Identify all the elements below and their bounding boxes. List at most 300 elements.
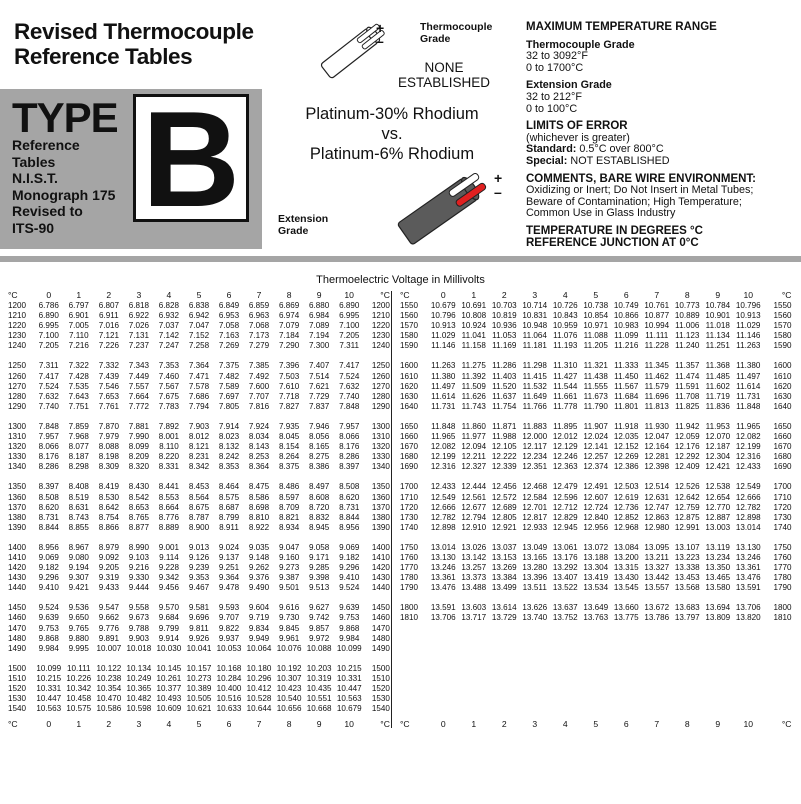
voltage-cell: 9.742 (309, 613, 330, 623)
voltage-cell: 12.105 (491, 442, 517, 452)
tc-grade-value (392, 60, 496, 90)
temperature-cell: 1810 (773, 613, 792, 623)
voltage-cell: 9.410 (339, 573, 360, 583)
tc-grade-label (420, 22, 492, 45)
voltage-cell: 13.280 (522, 563, 548, 573)
voltage-cell: 6.942 (188, 311, 210, 321)
column-footer: °C (8, 719, 18, 730)
temperature-cell: 1690 (400, 462, 419, 472)
voltage-cell: 13.188 (583, 552, 609, 562)
voltage-cell: 12.129 (552, 442, 578, 452)
temperature-cell: 1510 (8, 673, 27, 683)
voltage-cell: 8.220 (158, 452, 180, 462)
table-row (400, 301, 792, 311)
voltage-cell: 10.412 (246, 684, 272, 693)
comments-line: Common Use in Glass Industry (526, 207, 676, 220)
voltage-cell: 11.438 (583, 371, 608, 381)
temperature-cell: 1660 (773, 432, 792, 442)
voltage-cell: 9.799 (158, 623, 180, 633)
voltage-cell: 13.327 (644, 563, 670, 573)
voltage-cell: 7.258 (188, 341, 210, 351)
voltage-cell: 8.844 (339, 512, 360, 522)
voltage-cell: 12.898 (430, 522, 456, 532)
column-header: 4 (166, 290, 172, 300)
temperature-cell: 1380 (8, 512, 27, 522)
temperature-unit: TEMPERATURE IN DEGREES °C (526, 224, 703, 237)
temperature-cell: 1270 (8, 381, 27, 391)
voltage-cell: 13.396 (522, 573, 548, 583)
voltage-cell: 8.911 (219, 522, 239, 532)
voltage-cell: 7.837 (309, 401, 330, 411)
voltage-cell: 11.064 (522, 331, 547, 341)
voltage-cell: 8.375 (278, 462, 300, 472)
voltage-cell: 6.901 (68, 311, 89, 321)
voltage-cell: 10.088 (306, 643, 332, 653)
voltage-cell: 10.901 (705, 311, 731, 321)
voltage-cell: 9.216 (128, 563, 149, 573)
temperature-cell: 1390 (8, 522, 27, 532)
temperature-cell: 1320 (8, 442, 27, 452)
voltage-cell: 7.428 (68, 371, 89, 381)
table-caption: Thermoelectric Voltage in Millivolts (316, 274, 485, 286)
comments-line: Oxidizing or Inert; Do Not Insert in Metal Tubes; (526, 184, 754, 197)
alloy-versus: vs. (381, 125, 403, 143)
voltage-cell: 7.417 (38, 371, 59, 381)
column-footer: 2 (501, 719, 507, 730)
table-row (8, 664, 390, 674)
column-footer: 8 (684, 719, 690, 730)
voltage-cell: 8.275 (309, 452, 330, 462)
voltage-cell: 10.377 (156, 684, 182, 693)
voltage-cell: 9.765 (68, 623, 89, 633)
voltage-cell: 12.572 (491, 492, 517, 502)
voltage-cell: 8.176 (38, 452, 59, 462)
voltage-cell: 7.935 (278, 421, 300, 431)
voltage-cell: 11.942 (675, 421, 700, 431)
voltage-cell: 12.852 (613, 512, 639, 522)
temperature-cell: 1510 (371, 673, 390, 683)
voltage-cell: 13.626 (522, 603, 548, 613)
voltage-cell: 11.450 (614, 371, 639, 381)
voltage-cell: 12.012 (552, 432, 578, 442)
temperature-cell: 1520 (371, 684, 390, 693)
voltage-cell: 12.468 (522, 482, 548, 492)
temperature-cell: 1290 (8, 401, 27, 411)
reference-junction: REFERENCE JUNCTION AT 0°C (526, 236, 699, 249)
voltage-cell: 12.910 (461, 522, 487, 532)
voltage-cell: 13.315 (613, 563, 639, 573)
voltage-cell: 7.364 (188, 361, 210, 371)
voltage-cell: 7.037 (158, 321, 180, 331)
column-footer: °C (380, 719, 390, 730)
column-footer: 0 (440, 719, 446, 730)
voltage-cell: 8.765 (128, 512, 149, 522)
column-footer: 4 (562, 719, 568, 730)
voltage-cell: 6.963 (248, 311, 270, 321)
voltage-cell: 7.343 (128, 361, 149, 371)
voltage-cell: 12.933 (522, 522, 548, 532)
voltage-cell: 10.307 (276, 673, 302, 683)
voltage-cell: 7.535 (68, 381, 89, 391)
reference-info (12, 137, 132, 236)
temperature-cell: 1240 (371, 341, 390, 351)
table-row (8, 482, 390, 492)
temperature-cell: 1490 (371, 643, 390, 653)
voltage-cell: 11.403 (492, 371, 517, 381)
voltage-cell: 7.503 (278, 371, 300, 381)
voltage-cell: 11.696 (644, 391, 669, 401)
voltage-cell: 8.286 (38, 462, 59, 472)
reference-line: Monograph 175 (12, 186, 116, 203)
voltage-cell: 11.871 (492, 421, 517, 431)
voltage-cell: 10.482 (126, 694, 152, 704)
voltage-cell: 11.298 (522, 361, 547, 371)
voltage-cell: 12.024 (583, 432, 609, 442)
column-header: 7 (654, 290, 660, 300)
voltage-cell: 10.679 (430, 301, 456, 310)
temperature-cell: 1720 (773, 502, 792, 512)
voltage-cell: 8.597 (278, 492, 300, 502)
voltage-cell: 7.643 (68, 391, 89, 401)
voltage-cell: 9.868 (38, 633, 59, 643)
voltage-cell: 11.591 (675, 381, 700, 391)
voltage-cell: 13.499 (491, 583, 517, 593)
voltage-cell: 8.298 (68, 462, 89, 472)
voltage-cell: 9.160 (278, 552, 300, 562)
voltage-cell: 10.563 (336, 694, 362, 704)
voltage-cell: 9.080 (68, 552, 89, 562)
voltage-cell: 10.843 (552, 311, 578, 321)
voltage-cell: 10.633 (216, 704, 242, 714)
table-row (400, 341, 792, 351)
voltage-cell: 7.152 (188, 331, 210, 341)
voltage-cell: 13.476 (735, 573, 761, 583)
table-row (8, 493, 390, 503)
voltage-cell: 13.026 (461, 542, 487, 552)
voltage-cell: 12.549 (735, 482, 761, 492)
comments-heading: COMMENTS, BARE WIRE ENVIRONMENT: (526, 172, 756, 185)
voltage-cell: 11.684 (614, 391, 639, 401)
voltage-cell: 11.532 (522, 381, 547, 391)
table-row (400, 382, 792, 392)
voltage-cell: 13.269 (491, 563, 517, 573)
table-row (8, 613, 390, 623)
voltage-cell: 8.508 (339, 482, 360, 492)
voltage-cell: 11.088 (583, 331, 608, 341)
voltage-cell: 13.142 (461, 552, 487, 562)
voltage-cell: 10.238 (96, 673, 122, 683)
voltage-cell: 11.053 (492, 331, 517, 341)
voltage-cell: 12.712 (552, 502, 578, 512)
voltage-cell: 11.415 (522, 371, 547, 381)
voltage-cell: 7.142 (158, 331, 180, 341)
max-temp-heading: MAXIMUM TEMPERATURE RANGE (526, 21, 717, 33)
voltage-cell: 6.869 (278, 301, 300, 310)
voltage-cell: 10.551 (306, 694, 332, 704)
temperature-cell: 1200 (8, 301, 27, 310)
voltage-cell: 8.945 (309, 522, 330, 532)
voltage-cell: 8.575 (218, 492, 240, 502)
voltage-cell: 13.338 (674, 563, 700, 573)
voltage-cell: 12.374 (583, 462, 609, 472)
specifications (526, 22, 796, 249)
voltage-cell: 8.441 (158, 482, 180, 492)
voltage-cell: 9.822 (218, 623, 240, 633)
voltage-cell: 13.660 (613, 603, 639, 613)
voltage-cell: 7.686 (188, 391, 210, 401)
temperature-cell: 1700 (773, 482, 792, 492)
column-header: 7 (256, 290, 262, 300)
voltage-cell: 9.342 (158, 573, 180, 583)
voltage-cell: 9.171 (309, 552, 330, 562)
voltage-cell: 10.703 (491, 301, 517, 310)
voltage-cell: 9.972 (309, 633, 330, 643)
voltage-cell: 10.773 (674, 301, 700, 310)
voltage-cell: 10.053 (216, 643, 242, 653)
voltage-cell: 8.486 (278, 482, 300, 492)
voltage-cell: 11.181 (522, 341, 547, 351)
voltage-cell: 9.719 (248, 613, 270, 623)
voltage-cell: 10.319 (306, 673, 332, 683)
voltage-cell: 8.132 (218, 442, 240, 452)
temperature-cell: 1220 (371, 321, 390, 331)
voltage-cell: 8.990 (128, 542, 149, 552)
voltage-cell: 7.005 (68, 321, 89, 331)
voltage-table-left (8, 289, 390, 730)
voltage-cell: 6.995 (339, 311, 360, 321)
voltage-cell: 8.176 (339, 442, 360, 452)
voltage-cell: 9.364 (218, 573, 240, 583)
table-row (8, 422, 390, 432)
column-footer: 5 (593, 719, 599, 730)
voltage-cell: 9.114 (159, 552, 179, 562)
voltage-cell: 8.056 (309, 432, 330, 442)
voltage-cell: 13.752 (552, 613, 578, 623)
voltage-cell: 11.392 (461, 371, 486, 381)
tc-grade-range-c: 0 to 1700°C (526, 61, 584, 74)
table-row (8, 392, 390, 402)
voltage-cell: 11.555 (583, 381, 608, 391)
temperature-cell: 1400 (371, 542, 390, 552)
voltage-cell: 12.281 (644, 452, 670, 462)
voltage-cell: 7.300 (309, 341, 330, 351)
voltage-cell: 10.099 (36, 663, 62, 673)
voltage-cell: 7.524 (339, 371, 360, 381)
voltage-cell: 10.971 (583, 321, 609, 331)
voltage-cell: 13.165 (522, 552, 548, 562)
voltage-cell: 12.991 (674, 522, 700, 532)
voltage-cell: 10.679 (336, 704, 362, 714)
temperature-cell: 1610 (400, 371, 419, 381)
voltage-cell: 12.433 (735, 462, 761, 472)
voltage-cell: 11.076 (553, 331, 578, 341)
voltage-cell: 7.311 (339, 341, 360, 351)
voltage-cell: 11.801 (614, 401, 639, 411)
temperature-cell: 1500 (371, 663, 390, 673)
temperature-cell: 1760 (773, 552, 792, 562)
voltage-cell: 9.398 (309, 573, 330, 583)
voltage-cell: 12.794 (461, 512, 487, 522)
voltage-cell: 6.911 (98, 311, 119, 321)
temperature-cell: 1600 (400, 361, 419, 371)
temperature-cell: 1620 (773, 381, 792, 391)
voltage-cell: 6.818 (128, 301, 149, 310)
table-row (8, 503, 390, 513)
temperature-cell: 1610 (773, 371, 792, 381)
voltage-cell: 10.365 (126, 684, 152, 693)
table-row (8, 331, 390, 341)
voltage-cell: 8.731 (339, 502, 360, 512)
voltage-cell: 13.511 (522, 583, 547, 593)
table-row (400, 442, 792, 452)
voltage-cell: 9.387 (278, 573, 300, 583)
special-value: NOT ESTABLISHED (567, 154, 670, 167)
voltage-cell: 9.627 (309, 603, 330, 613)
voltage-cell: 8.066 (339, 432, 360, 442)
established-line: ESTABLISHED (397, 75, 491, 90)
voltage-cell: 12.654 (705, 492, 731, 502)
temperature-cell: 1530 (371, 694, 390, 704)
voltage-cell: 7.848 (38, 421, 59, 431)
voltage-cell: 13.014 (735, 522, 761, 532)
voltage-cell: 9.880 (68, 633, 89, 643)
voltage-cell: 12.514 (644, 482, 670, 492)
voltage-cell: 11.497 (431, 381, 456, 391)
column-footer: °C (781, 719, 792, 730)
column-footer: 6 (226, 719, 232, 730)
voltage-cell: 12.631 (644, 492, 670, 502)
voltage-cell: 7.751 (68, 401, 89, 411)
voltage-cell: 13.361 (735, 563, 761, 573)
voltage-cell: 12.724 (583, 502, 609, 512)
voltage-cell: 8.542 (128, 492, 149, 502)
column-footer: 3 (532, 719, 538, 730)
voltage-cell: 7.353 (158, 361, 180, 371)
temperature-cell: 1420 (8, 563, 27, 573)
voltage-cell: 11.169 (492, 341, 517, 351)
voltage-cell: 11.462 (644, 371, 669, 381)
type-letter-box: B (133, 94, 249, 222)
table-row (400, 452, 792, 462)
temperature-cell: 1810 (400, 613, 419, 623)
voltage-cell: 7.237 (128, 341, 149, 351)
reference-line: Tables (12, 153, 56, 170)
table-row (8, 684, 390, 694)
voltage-cell: 8.397 (38, 482, 59, 492)
column-header: 5 (593, 290, 599, 300)
temperature-cell: 1720 (400, 502, 419, 512)
voltage-cell: 11.579 (644, 381, 669, 391)
table-row (400, 603, 792, 613)
voltage-cell: 7.957 (339, 421, 360, 431)
temperature-cell: 1280 (371, 391, 390, 401)
temperature-cell: 1340 (8, 462, 27, 472)
voltage-cell: 13.683 (674, 603, 700, 613)
voltage-cell: 10.609 (156, 704, 182, 714)
voltage-cell: 12.117 (522, 442, 547, 452)
voltage-cell: 10.854 (583, 311, 609, 321)
temperature-cell: 1740 (400, 522, 419, 532)
temperature-cell: 1660 (400, 432, 419, 442)
voltage-cell: 10.331 (36, 684, 62, 693)
voltage-cell: 13.072 (583, 542, 609, 552)
voltage-cell: 8.331 (158, 462, 180, 472)
column-header: 1 (76, 290, 82, 300)
voltage-cell: 13.246 (430, 563, 456, 573)
temperature-cell: 1390 (371, 522, 390, 532)
voltage-cell: 6.849 (218, 301, 240, 310)
voltage-cell: 7.524 (38, 381, 59, 391)
voltage-cell: 12.759 (674, 502, 700, 512)
voltage-cell: 9.570 (158, 603, 180, 613)
table-row (8, 583, 390, 593)
temperature-cell: 1350 (8, 482, 27, 492)
voltage-cell: 8.286 (339, 452, 360, 462)
voltage-cell: 7.675 (158, 391, 180, 401)
voltage-cell: 7.892 (158, 421, 180, 431)
voltage-cell: 9.182 (38, 563, 59, 573)
voltage-cell: 7.121 (98, 331, 119, 341)
column-header: 4 (562, 290, 568, 300)
voltage-cell: 7.957 (38, 432, 59, 442)
section-divider (0, 256, 801, 262)
voltage-cell: 8.309 (98, 462, 119, 472)
temperature-cell: 1250 (371, 361, 390, 371)
voltage-cell: 12.898 (735, 512, 761, 522)
voltage-cell: 9.103 (128, 552, 149, 562)
voltage-cell: 9.490 (248, 583, 270, 593)
temperature-cell: 1710 (400, 492, 419, 502)
voltage-cell: 10.877 (644, 311, 670, 321)
voltage-cell: 12.945 (552, 522, 578, 532)
voltage-cell: 6.797 (68, 301, 89, 310)
voltage-cell: 12.339 (491, 462, 517, 472)
temperature-cell: 1770 (400, 563, 419, 573)
voltage-cell: 9.296 (38, 573, 59, 583)
voltage-cell: 10.948 (522, 321, 548, 331)
voltage-cell: 11.018 (705, 321, 730, 331)
voltage-cell: 11.193 (553, 341, 578, 351)
voltage-cell: 8.620 (339, 492, 360, 502)
voltage-cell: 12.584 (522, 492, 548, 502)
table-row (8, 452, 390, 462)
temperature-cell: 1570 (773, 321, 792, 331)
voltage-cell: 8.889 (158, 522, 180, 532)
voltage-cell: 11.626 (461, 391, 486, 401)
voltage-cell: 8.099 (128, 442, 149, 452)
voltage-cell: 12.000 (522, 432, 548, 442)
voltage-cell: 9.857 (309, 623, 330, 633)
voltage-cell: 7.492 (248, 371, 270, 381)
temperature-cell: 1740 (773, 522, 792, 532)
voltage-cell: 9.251 (218, 563, 240, 573)
voltage-cell: 13.740 (522, 613, 548, 623)
temperature-cell: 1300 (371, 421, 390, 431)
voltage-cell: 7.870 (98, 421, 119, 431)
voltage-cell: 6.984 (309, 311, 330, 321)
voltage-cell: 11.509 (461, 381, 486, 391)
voltage-cell: 8.497 (309, 482, 330, 492)
column-header: 2 (106, 290, 112, 300)
temperature-cell: 1700 (400, 482, 419, 492)
voltage-cell: 9.376 (248, 573, 270, 583)
tc-grade-range-f: 32 to 3092°F (526, 50, 588, 63)
voltage-cell: 11.895 (553, 421, 578, 431)
column-header: 3 (532, 290, 538, 300)
voltage-cell: 8.731 (38, 512, 59, 522)
voltage-cell: 7.740 (339, 391, 360, 401)
voltage-cell: 8.187 (68, 452, 89, 462)
